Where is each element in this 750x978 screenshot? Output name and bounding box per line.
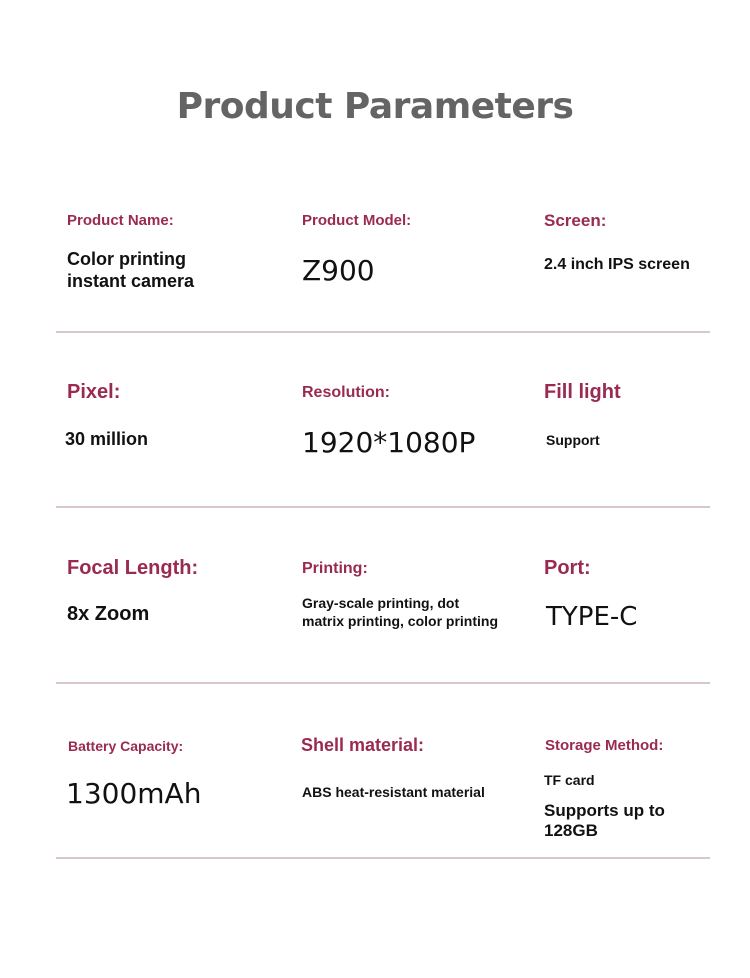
page-title: Product Parameters: [176, 86, 574, 127]
port-label: Port:: [544, 557, 591, 579]
battery-capacity-label: Battery Capacity:: [68, 738, 184, 754]
storage-method-label: Storage Method:: [545, 737, 664, 754]
fill-light-label: Fill light: [544, 381, 621, 403]
storage-method-value: TF card: [544, 772, 595, 788]
product-name-label: Product Name:: [67, 212, 174, 229]
resolution-label: Resolution:: [302, 384, 390, 401]
product-name-value: Color printing instant camera: [67, 249, 195, 291]
param-row-4: [56, 684, 710, 859]
fill-light-value: Support: [546, 432, 600, 448]
param-row-1: [56, 190, 710, 333]
shell-material-label: Shell material:: [301, 735, 425, 755]
printing-value: Gray-scale printing, dot matrix printing, color printing: [302, 595, 498, 629]
product-model-label: Product Model:: [302, 212, 412, 229]
screen-label: Screen:: [544, 211, 607, 230]
screen-value: 2.4 inch IPS screen: [544, 256, 690, 273]
pixel-label: Pixel:: [67, 381, 121, 403]
storage-capacity-value: Supports up to 128GB: [544, 801, 665, 840]
port-value: TYPE-C: [546, 602, 638, 632]
printing-label: Printing:: [302, 560, 368, 577]
param-row-2: [56, 333, 710, 508]
battery-capacity-value: 1300mAh: [66, 777, 202, 810]
pixel-value: 30 million: [65, 429, 149, 449]
shell-material-value: ABS heat-resistant material: [302, 784, 485, 800]
param-row-3: [56, 508, 710, 684]
resolution-value: 1920*1080P: [302, 426, 476, 459]
focal-length-value: 8x Zoom: [67, 603, 150, 625]
product-model-value: Z900: [302, 254, 375, 287]
focal-length-label: Focal Length:: [67, 557, 199, 579]
